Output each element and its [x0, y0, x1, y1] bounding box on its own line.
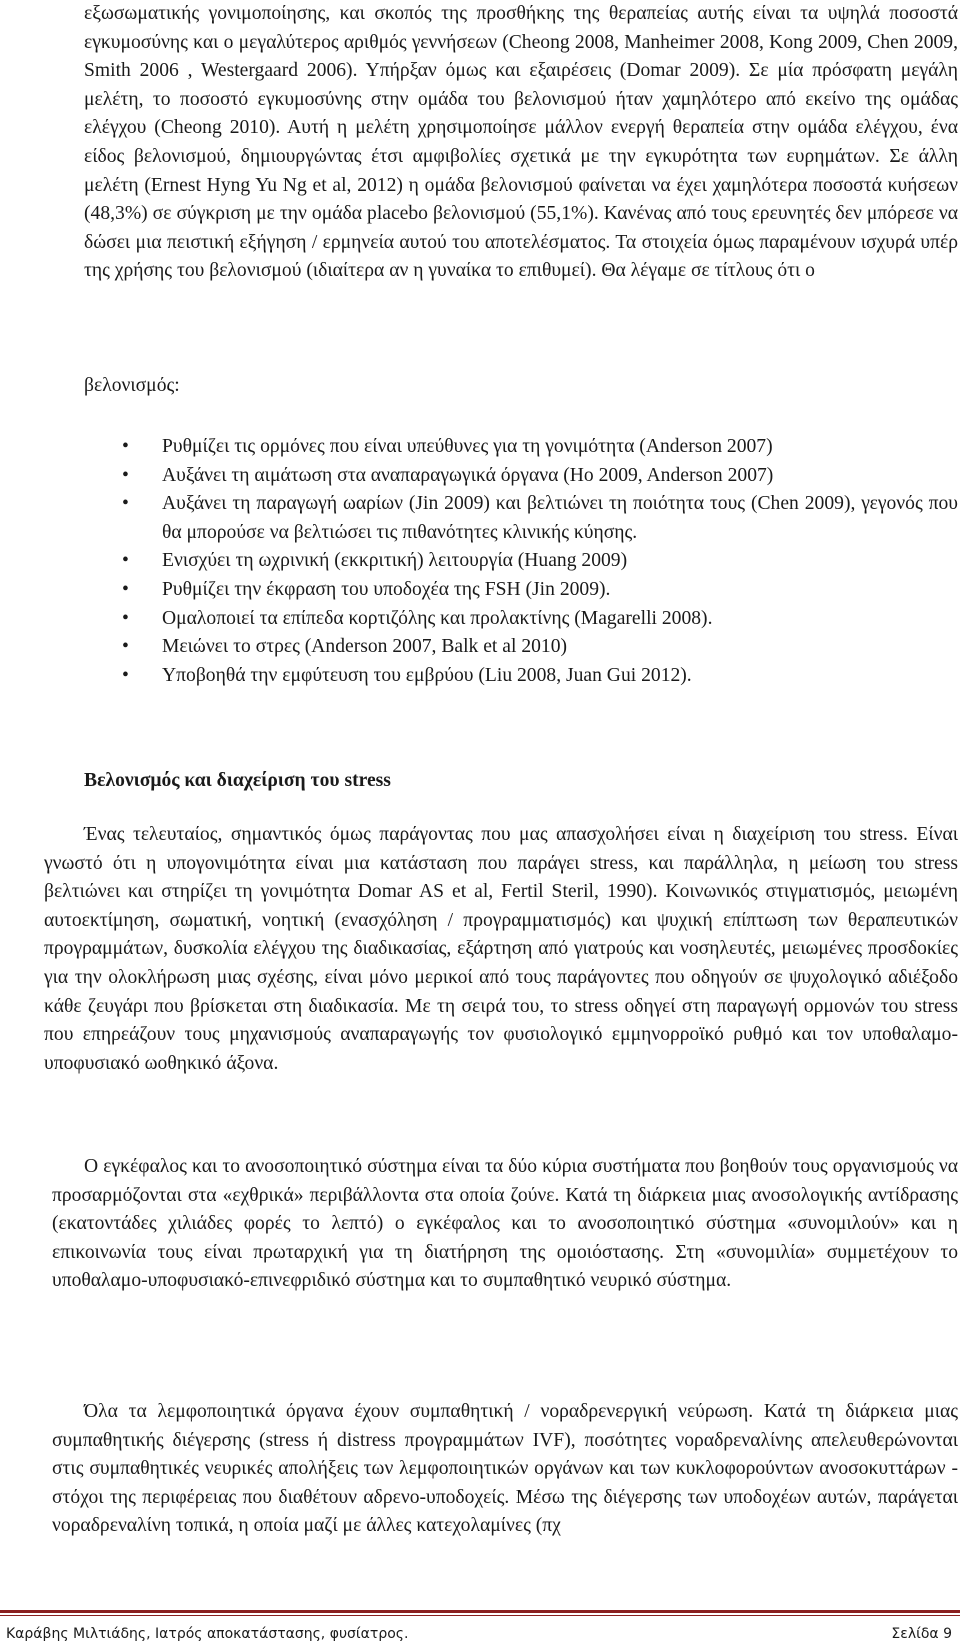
list-item [84, 462, 958, 491]
bullet-icon: • [122, 464, 129, 486]
bullet-icon: • [122, 436, 129, 457]
footer-author: Καράβης Μιλτιάδης, Ιατρός αποκατάστασης, φυσίατρος. [6, 1626, 409, 1642]
list-item [84, 433, 958, 462]
footer-divider [0, 1610, 960, 1613]
list-item [84, 490, 958, 547]
list-item [84, 633, 958, 662]
footer-divider-thin [0, 1615, 960, 1616]
paragraph-text: Ένας τελευταίος, σημαντικός όμως παράγοντας που μας απασχολήσει είναι η διαχείριση του stress. Είναι γνωστό ότι η υπογονιμότητα είναι μια κατάσταση που παράγει stress, και παράλληλα, η μείωση του stress βελτιώνει και στηρίζει τη γονιμότητα Domar AS et al, Fertil Steril, 1990). Κοινωνικός στιγματισμός, μειωμένη αυτοεκτίμηση, σωματική, νοητική (ενασχόληση / προγραμματισμός) και ψυχική επίπτωση των θεραπευτικών προγραμμάτων, δυσκολία ελέγχου της διαδικασίας, εξάρτηση από γιατρούς και νοσηλευτές, μειωμένες προσδοκίες για την ολοκλήρωση μιας σχέσης, είναι μόνο μερικοί από τους παράγοντες που οδηγούν σε ψυχολογικό αδιέξοδο κάθε ζευγάρι που βρίσκεται στη διαδικασία. Με τη σειρά του, το stress οδηγεί στη παραγωγή ορμονών του stress που επηρεάζουν τους μηχανισμούς αναπαραγωγής τον φυσιολογικό εμμηνορροϊκό ρυθμό και τον υποθαλαμο-υποφυσιακό ωοθηκικό άξονα. [44, 824, 958, 1074]
paragraph-acupuncture-ivf-tail: βελονισμός: [84, 375, 180, 396]
bullet-icon: • [122, 636, 129, 658]
bullet-icon: • [122, 664, 129, 686]
list-item-text: Ρυθμίζει τις ορμόνες που είναι υπεύθυνες για τη γονιμότητα (Anderson 2007) [162, 436, 773, 457]
list-item-text: Αυξάνει τη αιμάτωση στα αναπαραγωγικά όργανα (Ho 2009, Anderson 2007) [162, 464, 774, 486]
bullet-icon: • [122, 607, 129, 629]
bullet-icon: • [122, 493, 129, 515]
paragraph-brain-immune [52, 1153, 958, 1296]
list-item-text: Μειώνει το στρες (Anderson 2007, Balk et al 2010) [162, 636, 568, 658]
list-item-text: Αυξάνει τη παραγωγή ωαρίων (Jin 2009) και βελτιώνει τη ποιότητα τους (Chen 2009), γεγονός που θα μπορούσε να βελτιώσει τις πιθανότητες κλινικής κύησης. [162, 493, 958, 543]
bullet-icon: • [122, 578, 129, 600]
list-item [84, 662, 958, 691]
bullet-icon: • [122, 550, 129, 572]
list-item-text: Ενισχύει τη ωχρινική (εκκριτική) λειτουργία (Huang 2009) [162, 550, 628, 572]
list-item [84, 547, 958, 576]
list-item-text: Υποβοηθά την εμφύτευση του εμβρύου (Liu 2008, Juan Gui 2012). [162, 664, 692, 686]
list-item-text: Ρυθμίζει την έκφραση του υποδοχέα της FSH (Jin 2009). [162, 578, 611, 600]
paragraph-stress-management [44, 821, 958, 1078]
section-heading: Βελονισμός και διαχείριση του stress [84, 770, 391, 791]
list-item [84, 605, 958, 634]
list-item [84, 576, 958, 605]
paragraph-text: Ο εγκέφαλος και το ανοσοποιητικό σύστημα είναι τα δύο κύρια συστήματα που βοηθούν τους οργανισμούς να προσαρμόζονται στα «εχθρικά» περιβάλλοντα στα οποία ζούνε. Κατά τη διάρκεια μιας ανοσολογικής αντίδρασης (εκατοντάδες χιλιάδες φορές το λεπτό) ο εγκέφαλος και το ανοσοποιητικό σύστημα «συνομιλούν» και η επικοινωνία τους είναι πρωταρχική για τη διατήρηση της ομοιόστασης. Στη «συνομιλία» συμμετέχουν το υποθαλαμο-υποφυσιακό-επινεφριδικό σύστημα και το συμπαθητικό νευρικό σύστημα. [52, 1156, 958, 1292]
paragraph-lymphoid-organs [52, 1398, 958, 1541]
footer-page-number: Σελίδα 9 [891, 1626, 952, 1642]
acupuncture-benefits-list [84, 433, 958, 690]
paragraph-text: Όλα τα λεμφοποιητικά όργανα έχουν συμπαθητική / νοραδρενεργική νεύρωση. Κατά τη διάρκεια μιας συμπαθητικής διέγερσης (stress ή distress προγραμμάτων IVF), ποσότητες νοραδρεναλίνης απελευθερώνονται στις συμπαθητικές νευρικές απολήξεις των λεμφοποιητικών οργάνων και των κυκλοφορούντων ανοσοκυττάρων - στόχοι της περιφέρειας που διαθέτουν αδρενο-υποδοχείς. Μέσω της διέγερσης των υποδοχέων αυτών, παράγεται νοραδρεναλίνη τοπικά, η οποία μαζί με άλλες κατεχολαμίνες (πχ [52, 1401, 959, 1537]
paragraph-acupuncture-ivf: εξωσωματικής γονιμοποίησης, και σκοπός της προσθήκης της θεραπείας αυτής είναι τα υψηλά ποσοστά εγκυμοσύνης και ο μεγαλύτερος αριθμός γεννήσεων (Cheong 2008, Manheimer 2008, Kong 2009, Chen 2009, Smith 2006 , Westergaard 2006). Υπήρξαν όμως και εξαιρέσεις (Domar 2009). Σε μία πρόσφατη μεγάλη μελέτη, το ποσοστό εγκυμοσύνης στην ομάδα του βελονισμού ήταν χαμηλότερο από εκείνο της ομάδας ελέγχου (Cheong 2010). Αυτή η μελέτη χρησιμοποίησε μάλλον ενεργή θεραπεία στην ομάδα ελέγχου, ένα είδος βελονισμού, δημιουργώντας έτσι αμφιβολίες σχετικά με την εγκυρότητα των ευρημάτων. Σε άλλη μελέτη (Ernest Hyng Yu Ng et al, 2012) η ομάδα βελονισμού φαίνεται να έχει χαμηλότερα ποσοστά κυήσεων (48,3%) σε σύγκριση με την ομάδα placebo βελονισμού (55,1%). Κανένας από τους ερευνητές δεν μπόρεσε να δώσει μια πειστική εξήγηση / ερμηνεία αυτού του αποτελέσματος. Τα στοιχεία όμως παραμένουν ισχυρά υπέρ της χρήσης του βελονισμού (ιδιαίτερα αν η γυναίκα το επιθυμεί). Θα λέγαμε σε τίτλους ότι ο [84, 3, 958, 282]
list-item-text: Ομαλοποιεί τα επίπεδα κορτιζόλης και προλακτίνης (Magarelli 2008). [162, 607, 713, 629]
